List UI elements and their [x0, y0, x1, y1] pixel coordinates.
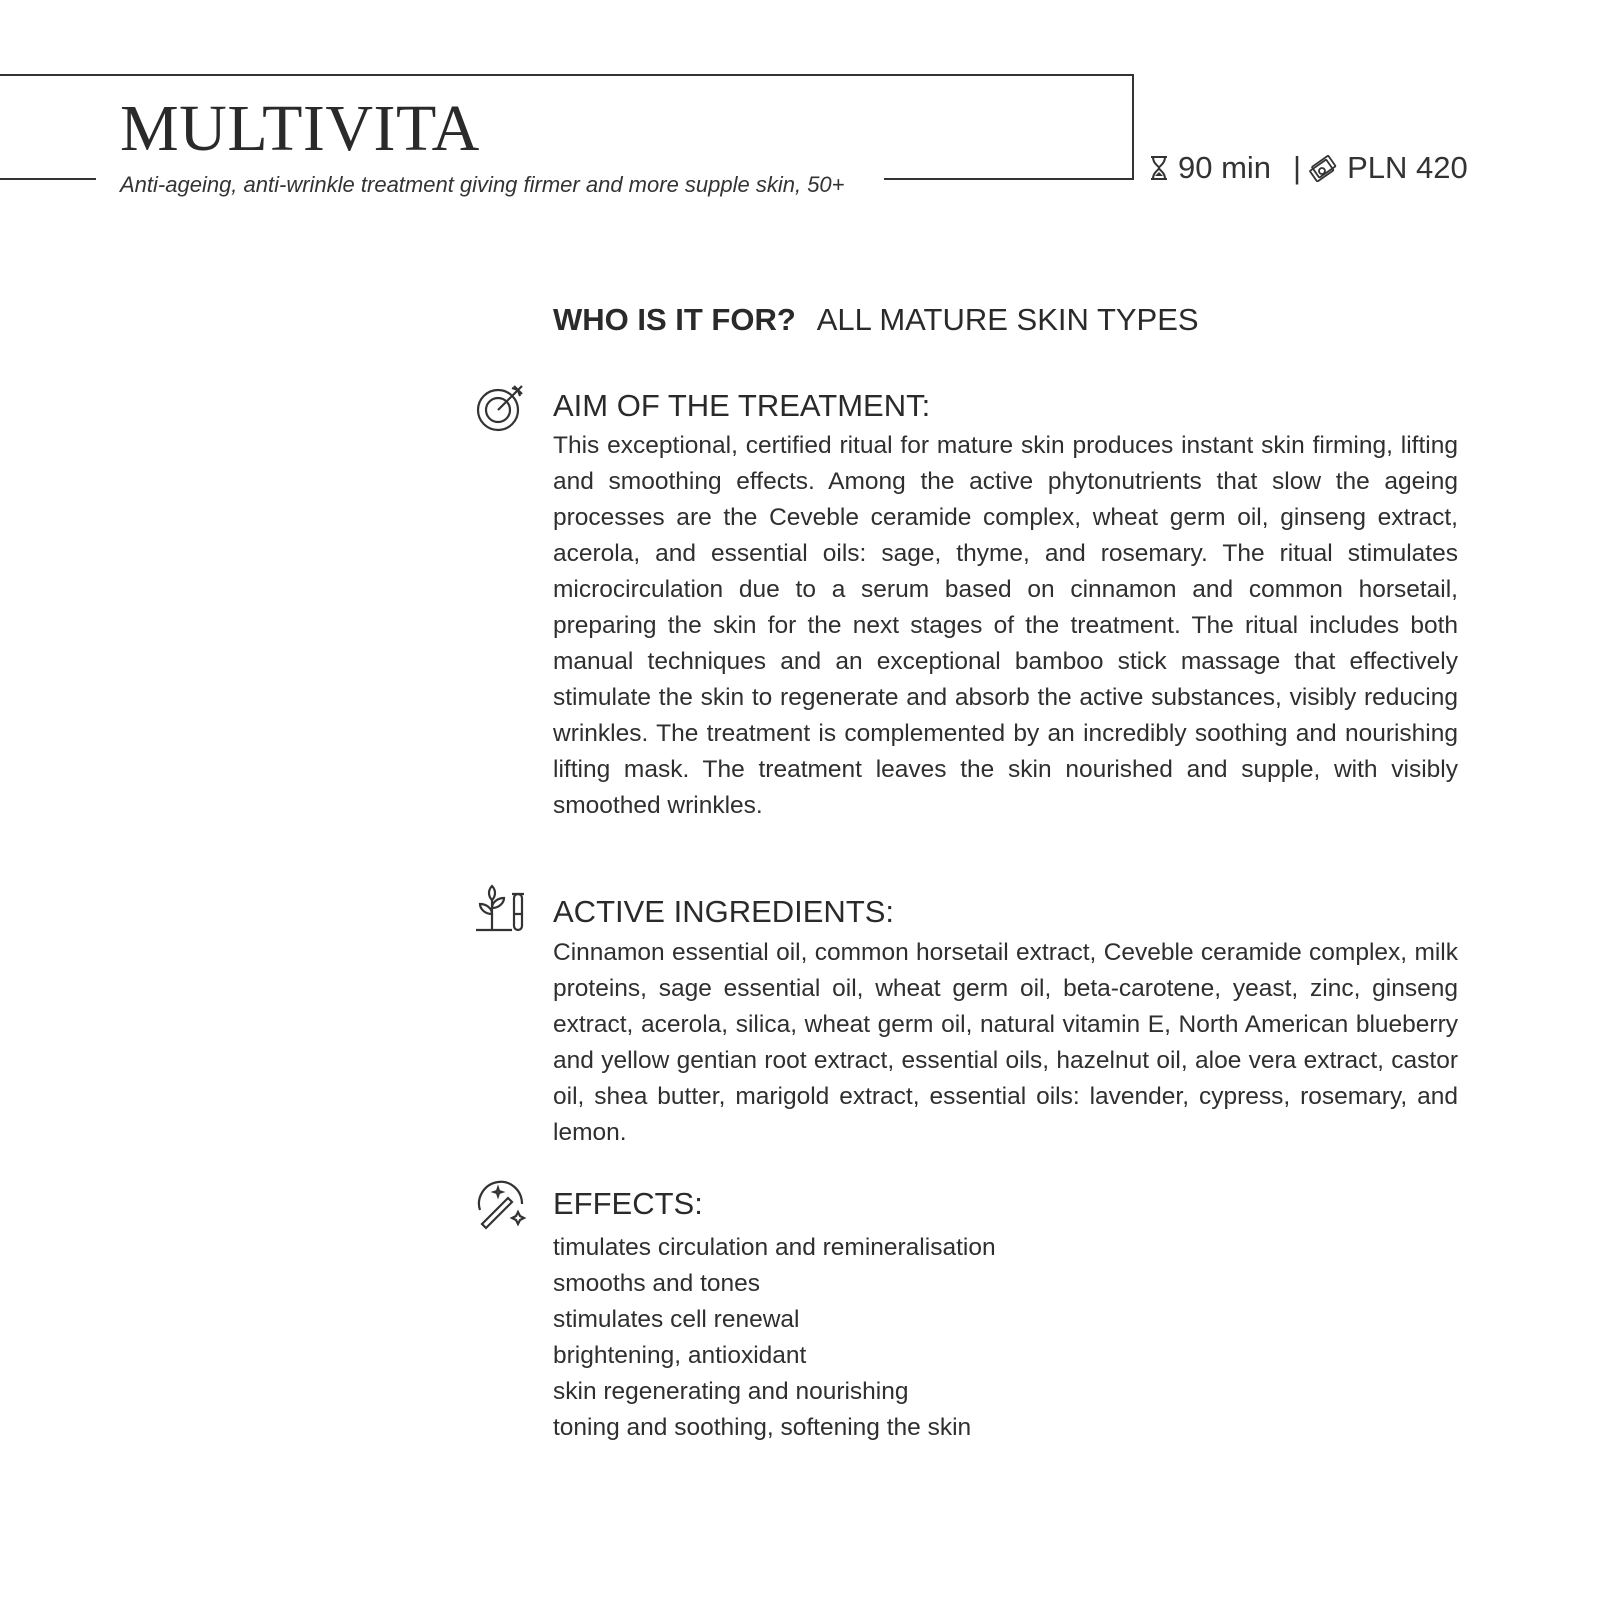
- treatment-meta: [1148, 148, 1468, 188]
- target-audience: [553, 300, 1199, 340]
- list-item: toning and soothing, softening the skin: [553, 1414, 972, 1441]
- list-item: stimulates cell renewal: [553, 1306, 800, 1333]
- duration-value: 90 min: [1178, 150, 1272, 185]
- hourglass-icon: [1148, 155, 1170, 181]
- effects-list: [553, 1230, 1253, 1446]
- effects-heading: EFFECTS:: [553, 1186, 703, 1221]
- who-value: ALL MATURE SKIN TYPES: [816, 302, 1199, 337]
- magic-wand-icon: [474, 1178, 528, 1232]
- list-item: skin regenerating and nourishing: [553, 1378, 909, 1405]
- meta-separator: |: [1293, 150, 1302, 185]
- ingredients-heading: ACTIVE INGREDIENTS:: [553, 894, 895, 929]
- header-frame-left-rule: [0, 178, 96, 180]
- header-frame-bottom-rule: [884, 178, 1134, 180]
- header-frame-top-rule: [0, 74, 1134, 76]
- aim-heading: AIM OF THE TREATMENT:: [553, 388, 931, 423]
- money-icon: [1309, 154, 1339, 182]
- price-value: PLN 420: [1347, 150, 1468, 185]
- list-item: timulates circulation and remineralisation: [553, 1234, 996, 1261]
- aim-text: This exceptional, certified ritual for mature skin produces instant skin firming, lifting and smoothing effects. Among the active phytonutrients that slow the ageing processes are the Ceveble ceramide complex, wheat germ oil, ginseng extract, acerola, and essential oils: sage, thyme, and rosemary. The ritual stimulates microcirculation due to a serum based on cinnamon and common horsetail, preparing the skin for the next stages of the treatment. The ritual includes both manual techniques and an exceptional bamboo stick massage that effectively stimulate the skin to regenerate and absorb the active substances, visibly reducing wrinkles. The treatment is complemented by an incredibly soothing and nourishing lifting mask. The treatment leaves the skin nourished and supple, with visibly smoothed wrinkles.: [553, 432, 1458, 819]
- who-label: WHO IS IT FOR?: [553, 302, 796, 337]
- ingredients-text: Cinnamon essential oil, common horsetail extract, Ceveble ceramide complex, milk proteins, sage essential oil, wheat germ oil, beta-carotene, yeast, zinc, ginseng extract, acerola, silica, wheat germ oil, natural vitamin E, North American blueberry and yellow gentian root extract, essential oils, hazelnut oil, aloe vera extract, castor oil, shea butter, marigold extract, essential oils: lavender, cypress, rosemary, and lemon.: [553, 939, 1458, 1146]
- page-title: MULTIVITA: [120, 92, 480, 165]
- plant-test-tube-icon: [474, 884, 528, 938]
- header-frame-right-rule: [1132, 74, 1134, 180]
- target-icon: [474, 380, 528, 434]
- list-item: brightening, antioxidant: [553, 1342, 807, 1369]
- list-item: smooths and tones: [553, 1270, 761, 1297]
- page-subtitle: Anti-ageing, anti-wrinkle treatment giving firmer and more supple skin, 50+: [120, 172, 845, 197]
